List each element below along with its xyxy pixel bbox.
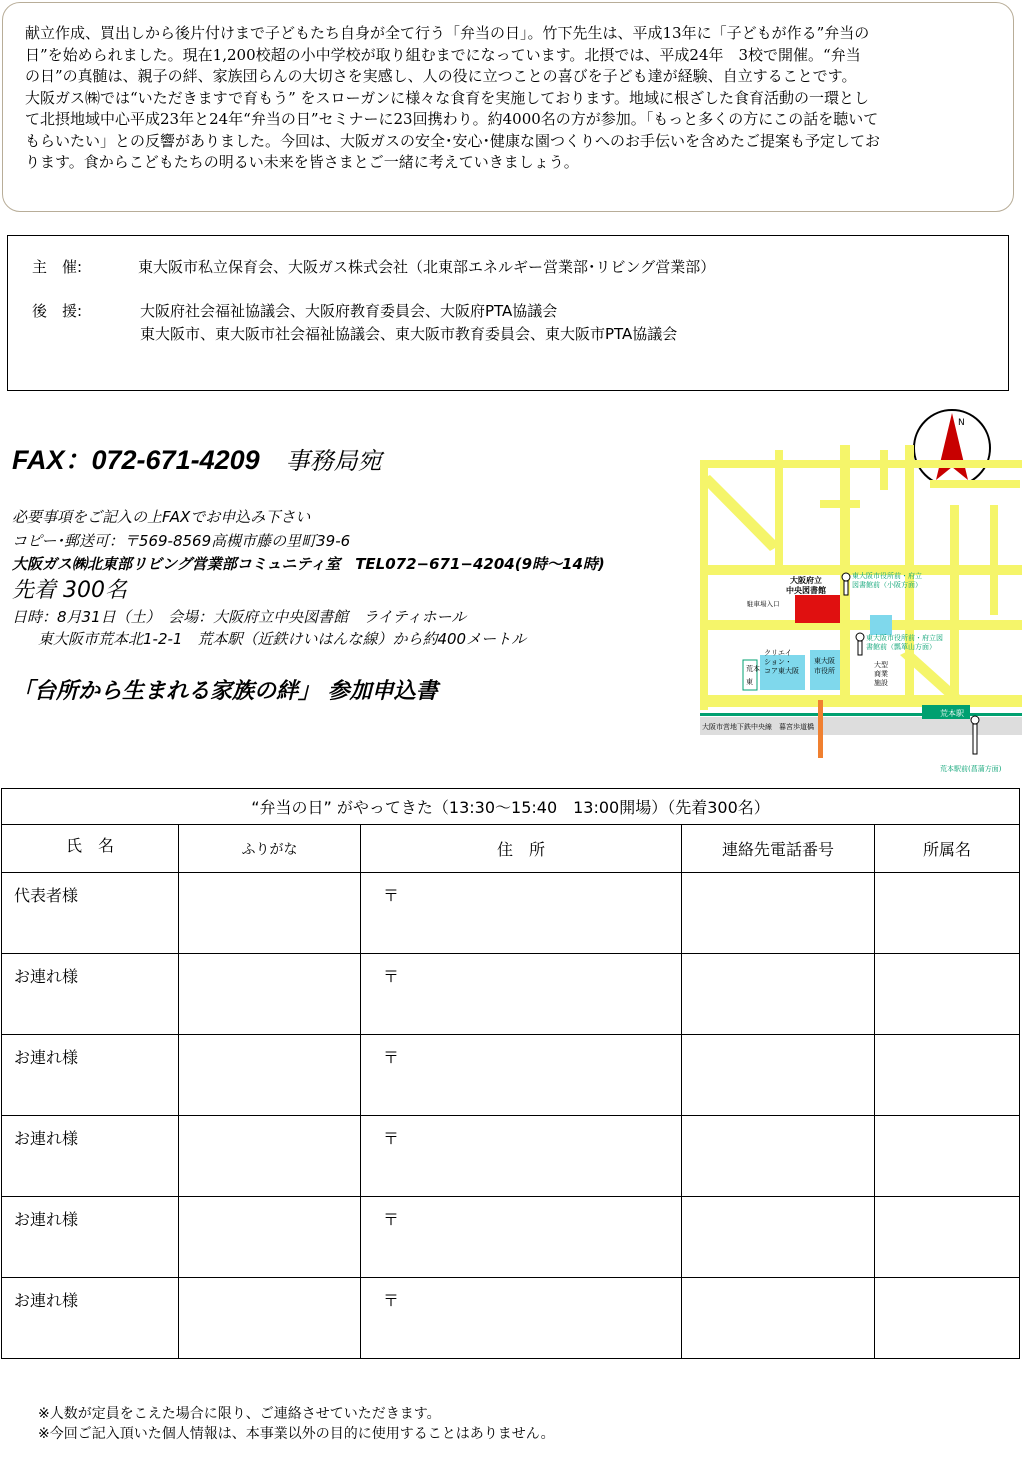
parking-label: 駐車場入口 bbox=[747, 600, 780, 608]
support-value-2: 東大阪市、東大阪市社会福祉協議会、東大阪市教育委員会、東大阪市PTA協議会 bbox=[140, 325, 678, 343]
table-row bbox=[2, 1116, 1020, 1197]
address-field[interactable]: 〒 bbox=[361, 1197, 682, 1278]
row-name: 代表者様 bbox=[2, 873, 179, 954]
intro-line: 献立作成、買出しから後片付けまで子どもたち自身が全て行う「弁当の日」。竹下先生は、平成13年に「子どもが作る”弁当の bbox=[25, 24, 870, 42]
address-field[interactable]: 〒 bbox=[361, 1278, 682, 1359]
phone-field[interactable] bbox=[682, 1278, 875, 1359]
furigana-field[interactable] bbox=[179, 1116, 361, 1197]
table-row bbox=[2, 873, 1020, 954]
office-info: 大阪ガス㈱北東部リビング営業部コミュニティ室 TEL072−671−4204(9時～14時) bbox=[12, 555, 605, 573]
address-field[interactable]: 〒 bbox=[361, 1116, 682, 1197]
compass-north: N bbox=[958, 418, 965, 428]
bus-stop-3: 荒本駅前(菖蒲方面) bbox=[940, 765, 1002, 773]
bus-stop-2: 東大阪市役所前・府立図 bbox=[866, 634, 943, 642]
fax-instruction: 必要事項をご記入の上FAXでお申込み下さい bbox=[12, 508, 311, 526]
fax-header bbox=[12, 438, 382, 477]
note-line: ※人数が定員をこえた場合に限り、ご連絡させていただきます。 bbox=[38, 1406, 441, 1422]
furigana-field[interactable] bbox=[179, 954, 361, 1035]
furigana-field[interactable] bbox=[179, 1278, 361, 1359]
intro-line: 大阪ガス㈱では“いただきますで育もう” をスローガンに様々な食育を実施しております。地域に根ざした食育活動の一環とし bbox=[25, 88, 870, 107]
support-row bbox=[32, 300, 558, 321]
table-row bbox=[2, 1035, 1020, 1116]
svg-text:商業: 商業 bbox=[874, 670, 888, 678]
fax-number: FAX：072-671-4209 bbox=[12, 445, 260, 475]
svg-text:荒本駅: 荒本駅 bbox=[940, 709, 964, 718]
intro-line: て北摂地域中心平成23年と24年“弁当の日”セミナーに23回携わり。約4000名の方が参加。「もっと多くの方にこの話を聴いて bbox=[25, 110, 879, 128]
phone-field[interactable] bbox=[682, 1035, 875, 1116]
intro-line: もらいたい」との反響がありました。今回は、大阪ガスの安全･安心･健康な園つくりへのお手伝いを含めたご提案も予定してお bbox=[25, 131, 881, 150]
affiliation-field[interactable] bbox=[875, 1035, 1020, 1116]
svg-text:施設: 施設 bbox=[874, 679, 888, 687]
furigana-field[interactable] bbox=[179, 873, 361, 954]
event-datetime: 日時：8月31日（土） 会場：大阪府立中央図書館 ライティホール bbox=[12, 608, 467, 626]
support-label: 後 援: bbox=[32, 302, 83, 320]
svg-text:大型: 大型 bbox=[874, 661, 888, 669]
header-address: 住 所 bbox=[361, 825, 682, 873]
host-row bbox=[32, 256, 716, 277]
fax-desk: 事務局宛 bbox=[285, 448, 382, 475]
affiliation-field[interactable] bbox=[875, 1116, 1020, 1197]
notes bbox=[38, 1404, 555, 1444]
header-phone: 連絡先電話番号 bbox=[682, 825, 875, 873]
intro-box bbox=[2, 2, 1014, 212]
access-map bbox=[700, 405, 1022, 775]
phone-field[interactable] bbox=[682, 1116, 875, 1197]
header-furigana: ふりがな bbox=[179, 825, 361, 873]
pedestrian-bridge bbox=[818, 700, 823, 758]
row-name: お連れ様 bbox=[2, 1197, 179, 1278]
address-field[interactable]: 〒 bbox=[361, 873, 682, 954]
copy-mail-info: コピー･郵送可：〒569-8569高槻市藤の里町39-6 bbox=[12, 532, 351, 550]
support-value-1: 大阪府社会福祉協議会、大阪府教育委員会、大阪府PTA協議会 bbox=[140, 302, 558, 320]
table-row bbox=[2, 954, 1020, 1035]
intro-line: ります。食からこどもたちの明るい未来を皆さまとご一緒に考えていきましょう。 bbox=[25, 153, 579, 171]
host-label: 主 催: bbox=[32, 258, 83, 276]
row-name: お連れ様 bbox=[2, 954, 179, 1035]
furigana-field[interactable] bbox=[179, 1035, 361, 1116]
phone-field[interactable] bbox=[682, 954, 875, 1035]
svg-text:図書館前（小阪方面）: 図書館前（小阪方面） bbox=[852, 581, 922, 589]
bus-stop-1: 東大阪市役所前・府立 bbox=[852, 572, 922, 580]
svg-text:市役所: 市役所 bbox=[814, 667, 835, 675]
table-caption: “弁当の日” がやってきた（13:30～15:40 13:00開場）（先着300名） bbox=[2, 789, 1020, 825]
event-address: 東大阪市荒本北1-2-1 荒本駅（近鉄けいはんな線）から約400メートル bbox=[38, 630, 527, 648]
row-name: お連れ様 bbox=[2, 1278, 179, 1359]
header-name: 氏 名 bbox=[2, 825, 179, 873]
svg-text:コア東大阪: コア東大阪 bbox=[764, 667, 799, 675]
furigana-field[interactable] bbox=[179, 1197, 361, 1278]
note-line: ※今回ご記入頂いた個人情報は、本事業以外の目的に使用することはありません。 bbox=[38, 1426, 555, 1442]
svg-text:ション・: ション・ bbox=[764, 658, 792, 666]
row-name: お連れ様 bbox=[2, 1035, 179, 1116]
header-affiliation: 所属名 bbox=[875, 825, 1020, 873]
library-building bbox=[795, 595, 840, 623]
affiliation-field[interactable] bbox=[875, 1197, 1020, 1278]
form-title: 「台所から生まれる家族の絆」 参加申込書 bbox=[12, 679, 438, 704]
intro-line: の日”の真髄は、親子の絆、家族団らんの大切さを実感し、人の役に立つことの喜びを子ども達が経験、自立することです。 bbox=[25, 67, 857, 85]
facility-block bbox=[870, 615, 892, 635]
svg-text:クリエイ: クリエイ bbox=[764, 649, 792, 657]
row-name: お連れ様 bbox=[2, 1116, 179, 1197]
phone-field[interactable] bbox=[682, 873, 875, 954]
svg-text:書館前（瓢箪山方面）: 書館前（瓢箪山方面） bbox=[866, 643, 936, 651]
svg-text:中央図書館: 中央図書館 bbox=[786, 586, 826, 595]
intro-line: 日”を始められました。現在1,200校超の小中学校が取り組むまでになっています。北摂では、平成24年 3校で開催。“弁当 bbox=[25, 45, 861, 64]
svg-text:大阪市営地下鉄中央線 暮宮歩道橋: 大阪市営地下鉄中央線 暮宮歩道橋 bbox=[702, 723, 814, 731]
first-arrival: 先着 300名 bbox=[12, 578, 127, 603]
address-field[interactable]: 〒 bbox=[361, 1035, 682, 1116]
affiliation-field[interactable] bbox=[875, 954, 1020, 1035]
affiliation-field[interactable] bbox=[875, 873, 1020, 954]
svg-text:荒本: 荒本 bbox=[746, 665, 760, 673]
phone-field[interactable] bbox=[682, 1197, 875, 1278]
application-table bbox=[1, 788, 1020, 1359]
svg-text:東: 東 bbox=[746, 678, 753, 686]
table-row bbox=[2, 1197, 1020, 1278]
address-field[interactable]: 〒 bbox=[361, 954, 682, 1035]
svg-text:東大阪: 東大阪 bbox=[814, 657, 835, 665]
compass-icon bbox=[914, 410, 990, 486]
affiliation-field[interactable] bbox=[875, 1278, 1020, 1359]
host-value: 東大阪市私立保育会、大阪ガス株式会社（北東部エネルギー営業部･リビング営業部） bbox=[138, 258, 716, 276]
library-label: 大阪府立 bbox=[790, 576, 822, 585]
table-row bbox=[2, 1278, 1020, 1359]
sponsors-box bbox=[7, 235, 1009, 391]
